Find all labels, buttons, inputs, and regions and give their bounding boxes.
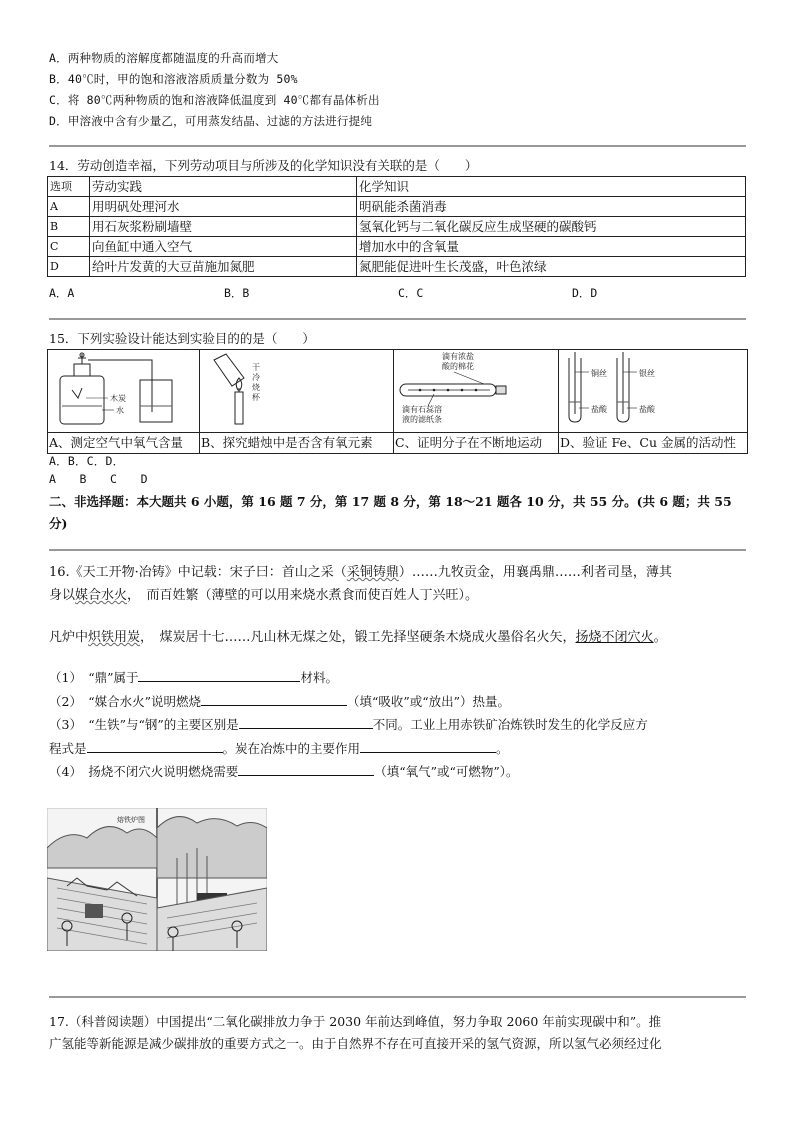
answer-blank[interactable] [87,740,223,753]
divider [49,549,746,551]
q13-option-a: A．两种物质的溶解度都随温度的升高而增大 [49,51,279,65]
text-run: （填“吸收”或“放出”）热量。 [346,694,511,709]
divider [49,318,746,320]
text-run: 。 [496,741,509,756]
q16-paragraph-1 [49,561,672,580]
table-cell: D [48,257,90,277]
label-silver-wire: 银丝 [639,369,655,378]
label-hcl-1: 滴有浓盐 [442,352,474,361]
figure-b-cell [200,350,394,433]
q17-line-2: 广氢能等新能源是减少碳排放的重要方式之一。由于自然界不存在可直接开采的氢气资源，所以氢气必须经过化 [49,1036,662,1051]
section-2-heading: 二、非选择题：本大题共 6 小题，第 16 题 7 分，第 17 题 8 分，第 18～21 题各 10 分，共 55 分。(共 6 题；共 55 [49,494,732,509]
q17-line-1: 17.（科普阅读题）中国提出“二氧化碳排放力争于 2030 年前达到峰值，努力争取 2060 年前实现碳中和”。推 [49,1014,662,1029]
q15-caption-d: D、验证 Fe、Cu 金属的活动性 [559,433,748,454]
q16-sub-3 [49,715,648,733]
q13-option-c: C．将 80℃两种物质的饱和溶液降低温度到 40℃都有晶体析出 [49,93,380,107]
underlined-text: 扬烧不闭穴火 [575,630,654,645]
figure-c-cell [394,350,559,433]
text-run: 身以 [49,588,76,603]
answer-blank[interactable] [238,763,374,776]
text-run: 16.《天工开物·冶铸》中记载：宋子曰：首山之采（ [49,565,347,580]
q15-caption-c: C、证明分子在不断地运动 [394,433,559,454]
text-run: ）……九牧贡金，用襄禹鼎……利者司垦，薄其 [398,565,672,580]
q15-options-line2: A B C D [49,472,148,486]
answer-blank[interactable] [201,693,347,706]
text-run: 。 [653,630,667,645]
q14-option-d: D．D [572,286,598,300]
q14-stem: 14．劳动创造幸福，下列劳动项目与所涉及的化学知识没有关联的是（ ） [49,158,478,173]
label-hcl-right: 盐酸 [639,405,655,414]
q14-table [47,176,746,277]
text-run: （3） “生铁”与“钢”的主要区别是 [49,717,239,732]
q16-sub-2 [49,692,510,710]
figure-a-cell [48,350,200,433]
q16-paragraph-2 [49,626,667,645]
q13-option-b: B．40℃时，甲的饱和溶液溶质质量分数为 50% [49,72,298,86]
text-run: ， 煤炭居十七……凡山林无煤之处，锻工先择坚硬条木烧成火墨俗名火矢， [140,630,576,645]
text-run: （2） “媒合水火”说明燃烧 [49,694,201,709]
table-cell: 增加水中的含氧量 [357,237,746,257]
text-run: （填“氧气”或“可燃物”）。 [374,764,519,779]
q16-sub-3-cont [49,739,509,757]
table-cell: B [48,217,90,237]
text-run: 凡炉中 [49,630,89,645]
q15-options-line1: A．B．C．D． [49,454,125,468]
wavy-underlined-text: 媒合水火 [75,588,128,603]
table-row [48,237,746,257]
table-cell: 向鱼缸中通入空气 [90,237,357,257]
figure-c-apparatus [394,350,558,429]
q15-figure-table [47,349,748,454]
text-run: ， 而百姓繁（薄壁的可以用来烧水煮食而使百姓人丁兴旺）。 [127,588,479,603]
table-row [48,257,746,277]
label-litmus-1: 滴有石蕊溶 [402,405,442,414]
wavy-underlined-text: 采铜铸鼎 [346,565,399,580]
table-header-cell: 选项 [48,177,90,197]
wavy-underlined-text: 炽铁用炭 [88,630,141,645]
table-cell: A [48,197,90,217]
q15-stem: 15．下列实验设计能达到实验目的的是（ ） [49,331,315,346]
divider [49,996,746,998]
text-run: 材料。 [300,670,338,685]
label-burn: 烧 [252,383,260,392]
label-cup: 杯 [252,393,260,402]
figure-b-apparatus [200,350,393,429]
table-cell: 氮肥能促进叶生长茂盛，叶色浓绿 [357,257,746,277]
table-cell: 给叶片发黄的大豆苗施加氮肥 [90,257,357,277]
table-row [48,217,746,237]
q15-caption-a: A、测定空气中氧气含量 [48,433,200,454]
text-run: 不同。工业上用赤铁矿冶炼铁时发生的化学反应方 [372,717,648,732]
table-header-row [48,177,746,197]
label-copper-wire: 铜丝 [591,369,607,378]
q14-option-a: A．A [49,286,75,300]
section-2-heading-cont: 分) [49,516,68,531]
label-water: 水 [116,406,124,415]
label-charcoal: 木炭 [110,394,126,403]
woodcut-caption: 熔铁炉图 [117,816,145,824]
answer-blank[interactable] [138,669,300,682]
q14-option-c: C．C [398,286,424,300]
table-cell: 用明矾处理河水 [90,197,357,217]
text-run: 。炭在冶炼中的主要作用 [222,741,361,756]
table-row [48,197,746,217]
table-cell: 明矾能杀菌消毒 [357,197,746,217]
table-cell: C [48,237,90,257]
table-cell: 用石灰浆粉刷墙壁 [90,217,357,237]
label-dry: 干 [252,363,260,372]
q16-paragraph-1b [49,584,478,603]
label-cold: 冷 [252,373,260,382]
label-litmus-2: 液的滤纸条 [402,415,442,424]
label-hcl-left: 盐酸 [591,405,607,414]
figure-a-apparatus [48,350,199,429]
divider [49,145,746,147]
table-header-cell: 劳动实践 [90,177,357,197]
smelting-woodcut-image [47,808,267,951]
answer-blank[interactable] [239,716,373,729]
table-cell: 氢氧化钙与二氧化碳反应生成坚硬的碳酸钙 [357,217,746,237]
answer-blank[interactable] [360,740,496,753]
q15-caption-b: B、探究蜡烛中是否含有氧元素 [200,433,394,454]
text-run: 程式是 [49,741,87,756]
q16-sub-1 [49,668,338,686]
q16-sub-4 [49,762,519,780]
q14-option-b: B．B [224,286,250,300]
table-header-cell: 化学知识 [357,177,746,197]
text-run: （4） 扬烧不闭穴火说明燃烧需要 [49,764,239,779]
q13-option-d: D．甲溶液中含有少量乙，可用蒸发结晶、过滤的方法进行提纯 [49,114,373,128]
label-hcl-2: 酸的棉花 [442,362,474,371]
figure-d-apparatus [559,350,747,429]
text-run: （1） “鼎”属于 [49,670,139,685]
figure-d-cell [559,350,748,433]
